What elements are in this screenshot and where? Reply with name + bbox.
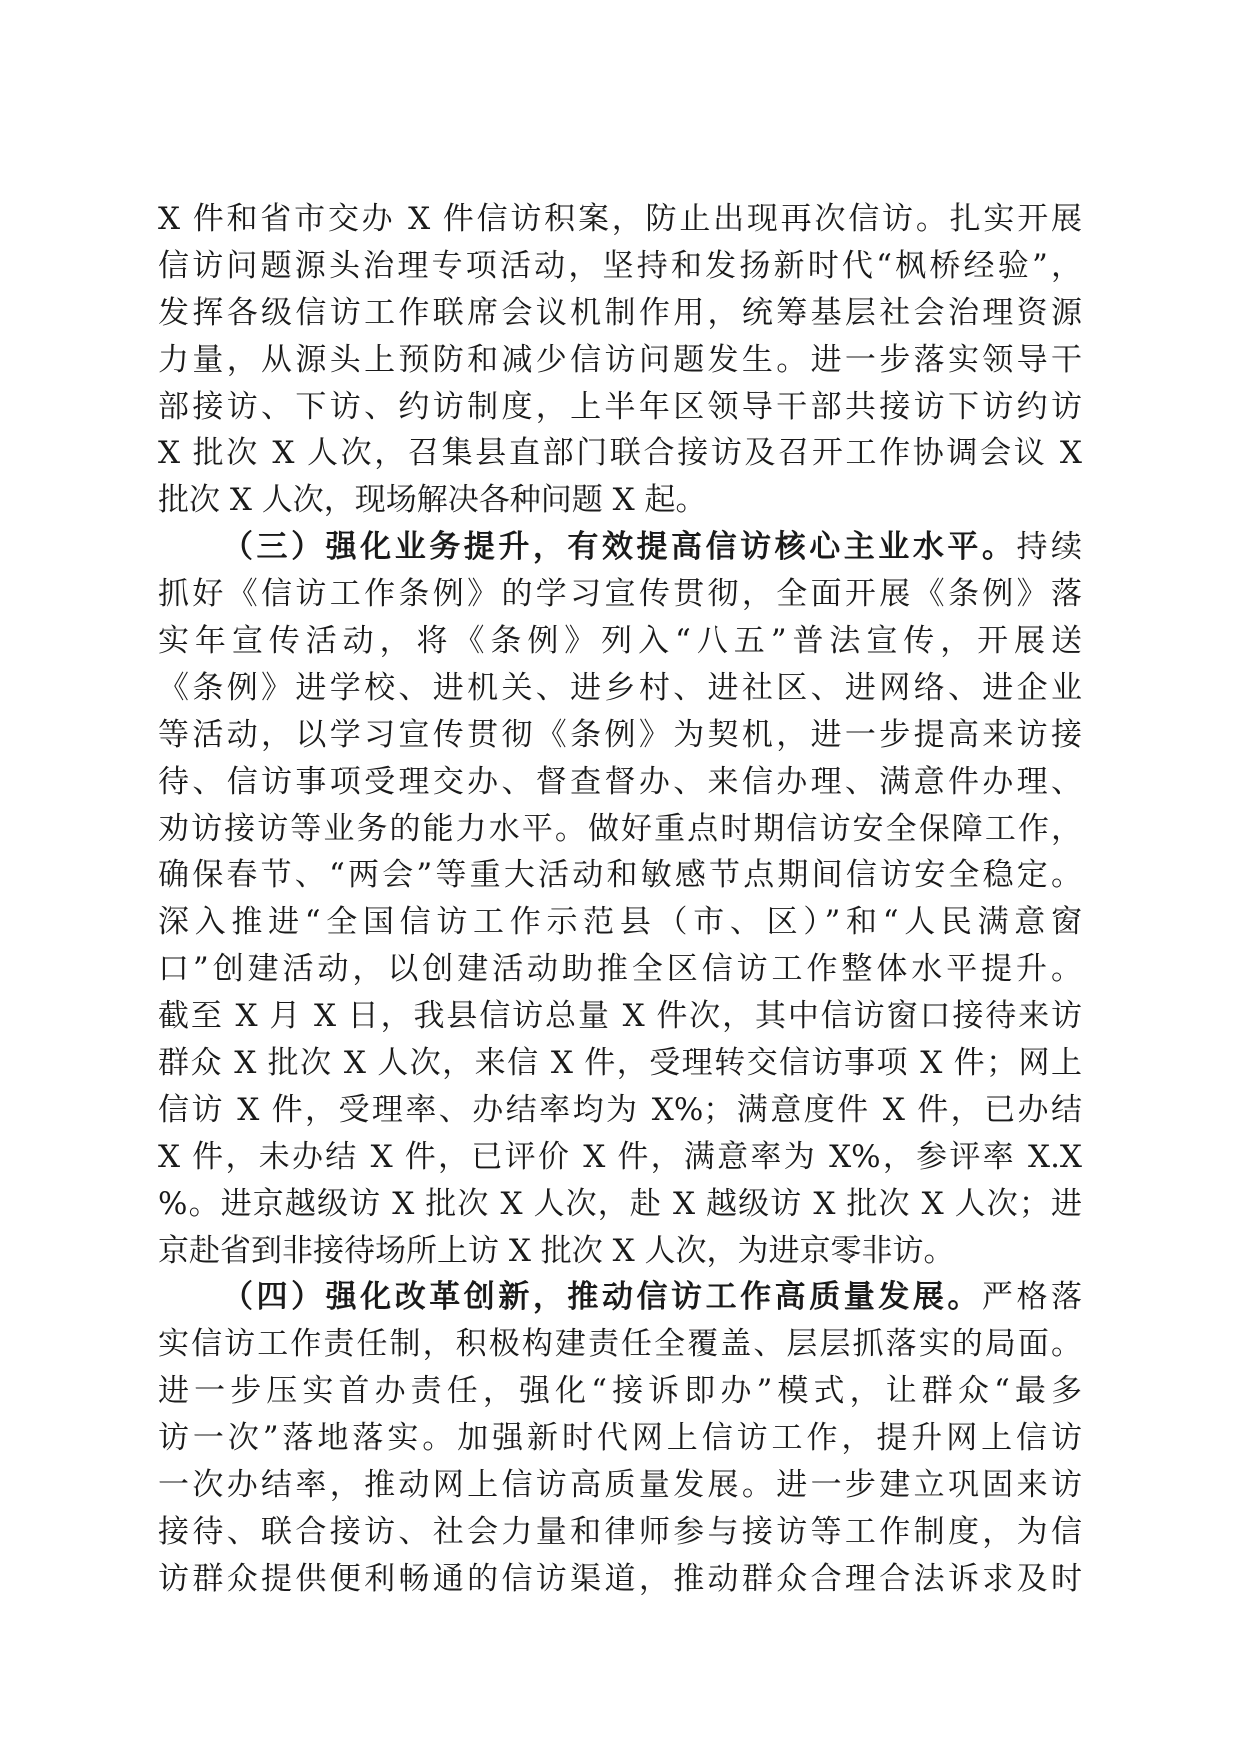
document-page (158, 196, 1082, 1603)
section-3-first-line (158, 524, 1082, 571)
text-line: 发挥各级信访工作联席会议机制作用，统筹基层社会治理资源 (158, 294, 1082, 331)
text-line: 访群众提供便利畅通的信访渠道，推动群众合理合法诉求及时 (158, 1560, 1082, 1597)
section-4-heading: （四）强化改革创新，推动信访工作高质量发展。 (222, 1279, 982, 1316)
text-line: 深入推进“全国信访工作示范县（市、区）”和“人民满意窗 (158, 904, 1082, 941)
section-4 (158, 1274, 1082, 1602)
text-line: 访一次”落地落实。加强新时代网上信访工作，提升网上信访 (158, 1420, 1082, 1457)
text-line: 部接访、下访、约访制度，上半年区领导干部共接访下访约访 (158, 388, 1082, 425)
section-4-first-line (158, 1274, 1082, 1321)
text-line: 群众 X 批次 X 人次，来信 X 件，受理转交信访事项 X 件；网上 (158, 1045, 1082, 1082)
text-line: X 批次 X 人次，召集县直部门联合接访及召开工作协调会议 X (158, 435, 1082, 472)
text-line: 批次 X 人次，现场解决各种问题 X 起。 (158, 482, 707, 519)
text-line: 截至 X 月 X 日，我县信访总量 X 件次，其中信访窗口接待来访 (158, 998, 1082, 1035)
text-line: 等活动，以学习宣传贯彻《条例》为契机，进一步提高来访接 (158, 716, 1082, 753)
text-line: 接待、联合接访、社会力量和律师参与接访等工作制度，为信 (158, 1513, 1082, 1550)
text-line: 实年宣传活动，将《条例》列入“八五”普法宣传，开展送 (158, 623, 1082, 660)
section-4-first-line-rest: 严格落 (981, 1279, 1082, 1316)
text-line: 待、信访事项受理交办、督查督办、来信办理、满意件办理、 (158, 763, 1082, 800)
text-line: 劝访接访等业务的能力水平。做好重点时期信访安全保障工作， (158, 810, 1082, 847)
text-line: 一次办结率，推动网上信访高质量发展。进一步建立巩固来访 (158, 1467, 1082, 1504)
text-line: 《条例》进学校、进机关、进乡村、进社区、进网络、进企业 (158, 669, 1082, 706)
text-line: 信访 X 件，受理率、办结率均为 X%；满意度件 X 件，已办结 (158, 1091, 1082, 1128)
text-line: 力量，从源头上预防和减少信访问题发生。进一步落实领导干 (158, 341, 1082, 378)
text-line: 进一步压实首办责任，强化“接诉即办”模式，让群众“最多 (158, 1373, 1082, 1410)
paragraph-1 (158, 196, 1082, 524)
text-line: 口”创建活动，以创建活动助推全区信访工作整体水平提升。 (158, 951, 1082, 988)
text-line: 确保春节、“两会”等重大活动和敏感节点期间信访安全稳定。 (158, 857, 1082, 894)
text-line: %。进京越级访 X 批次 X 人次，赴 X 越级访 X 批次 X 人次；进 (158, 1185, 1082, 1222)
section-3-heading: （三）强化业务提升，有效提高信访核心主业水平。 (222, 529, 1017, 566)
text-line: 抓好《信访工作条例》的学习宣传贯彻，全面开展《条例》落 (158, 576, 1082, 613)
text-line: 信访问题源头治理专项活动，坚持和发扬新时代“枫桥经验”， (158, 247, 1082, 284)
section-3-first-line-rest: 持续 (1016, 529, 1082, 566)
text-line: X 件，未办结 X 件，已评价 X 件，满意率为 X%，参评率 X.X (158, 1138, 1082, 1175)
section-3 (158, 524, 1082, 1274)
text-line: 实信访工作责任制，积极构建责任全覆盖、层层抓落实的局面。 (158, 1326, 1082, 1363)
text-line: 京赴省到非接待场所上访 X 批次 X 人次，为进京零非访。 (158, 1232, 955, 1269)
text-line: X 件和省市交办 X 件信访积案，防止出现再次信访。扎实开展 (158, 201, 1082, 237)
